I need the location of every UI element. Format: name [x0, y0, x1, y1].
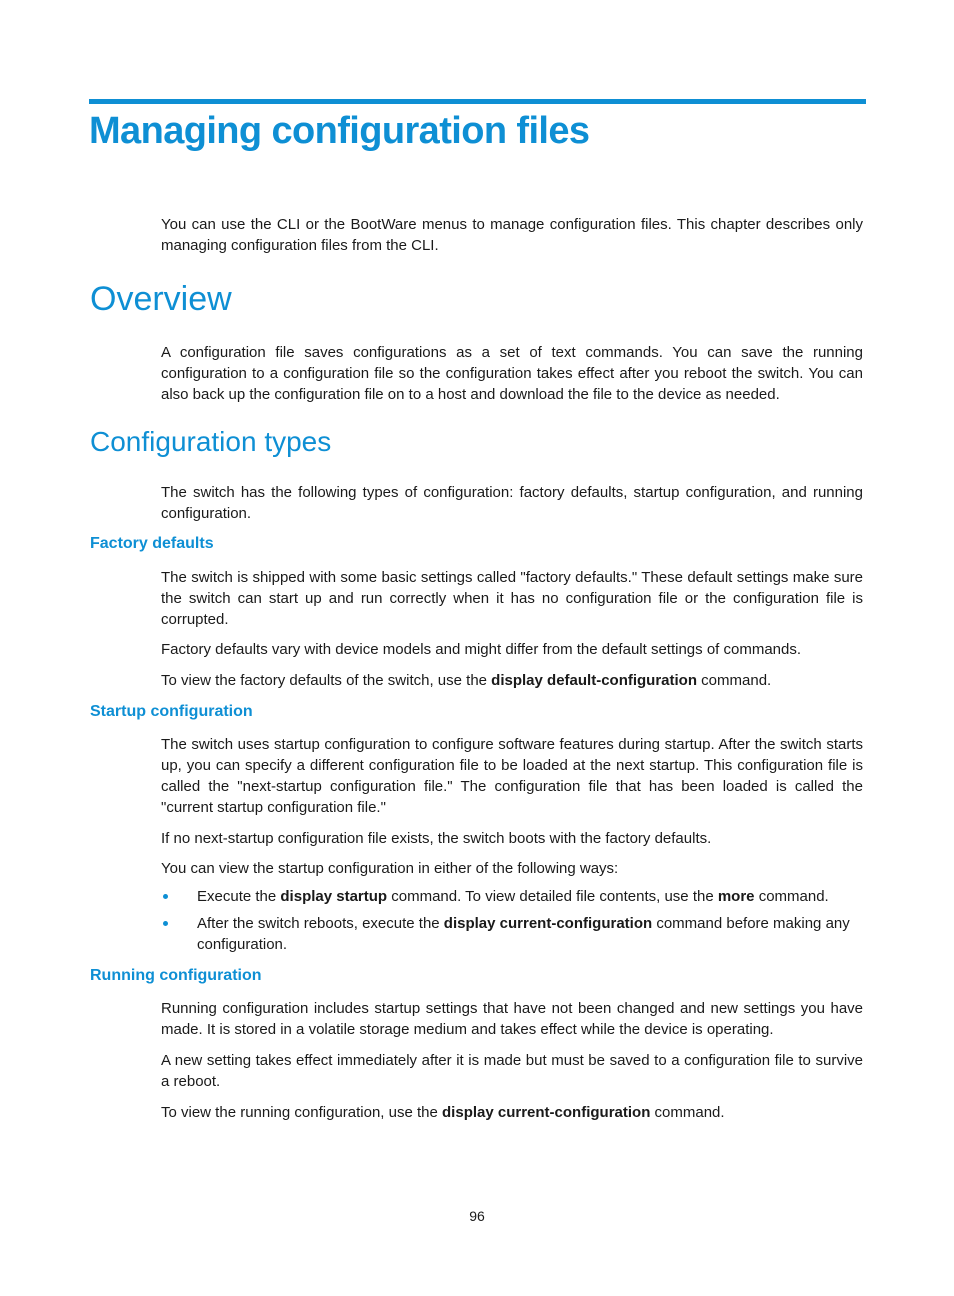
- factory-defaults-p3: [161, 670, 863, 691]
- factory-defaults-p1: The switch is shipped with some basic settings called "factory defaults." These default settings make sure the switch can start up and run correctly when it has no configuration file or the configuration file is corrupted.: [161, 569, 863, 628]
- command-more: more: [717, 888, 755, 905]
- page-number: 96: [469, 1208, 485, 1224]
- running-configuration-p3-tail: command.: [650, 1104, 725, 1121]
- command-display-default-configuration: display default-configuration: [491, 672, 698, 689]
- running-configuration-heading: Running configuration: [90, 967, 262, 984]
- list-item-text: [197, 913, 863, 955]
- command-display-startup: display startup: [280, 888, 388, 905]
- command-display-current-configuration: display current-configuration: [443, 915, 653, 932]
- list-item-text-part: After the switch reboots, execute the: [197, 915, 444, 932]
- configuration-types-heading: Configuration types: [90, 426, 332, 457]
- list-item-text: [197, 886, 863, 907]
- startup-configuration-p1: The switch uses startup configuration to configure software features during startup. After the switch starts up, you can specify a different configuration file to be loaded at the next startup. This configuration file is called the "next-startup configuration file." The configuration file that has been loaded is called the "current startup configuration file.": [161, 736, 863, 816]
- overview-heading: Overview: [90, 280, 232, 318]
- factory-defaults-p3-text: To view the factory defaults of the switch, use the: [161, 672, 492, 689]
- factory-defaults-p3-tail: command.: [697, 672, 772, 689]
- configuration-types-paragraph: The switch has the following types of configuration: factory defaults, startup configuration, and running configuration.: [161, 484, 863, 522]
- list-item-text-part: command.: [754, 888, 829, 905]
- list-item-text-part: Execute the: [197, 888, 281, 905]
- chapter-title: Managing configuration files: [89, 110, 590, 152]
- factory-defaults-heading: Factory defaults: [90, 535, 214, 552]
- startup-configuration-heading: Startup configuration: [90, 703, 253, 720]
- command-display-current-configuration: display current-configuration: [442, 1104, 651, 1121]
- factory-defaults-p2: Factory defaults vary with device models and might differ from the default settings of commands.: [161, 641, 802, 658]
- running-configuration-p3-text: To view the running configuration, use the: [161, 1104, 443, 1121]
- overview-paragraph: A configuration file saves configurations as a set of text commands. You can save the running configuration to a configuration file so the configuration takes effect after you reboot the switch. You can also back up the configuration file on to a host and download the file to the device as needed.: [161, 344, 863, 403]
- running-configuration-p2: A new setting takes effect immediately after it is made but must be saved to a configuration file to survive a reboot.: [161, 1052, 863, 1090]
- list-item-text-part: command before making any configuration.: [197, 915, 850, 953]
- chapter-intro: You can use the CLI or the BootWare menus to manage configuration files. This chapter describes only managing configuration files from the CLI.: [161, 216, 863, 254]
- running-configuration-p1: Running configuration includes startup settings that have not been changed and new settings you have made. It is stored in a volatile storage medium and takes effect while the device is operating.: [161, 1000, 863, 1038]
- startup-configuration-p2: If no next-startup configuration file exists, the switch boots with the factory defaults.: [161, 830, 712, 847]
- running-configuration-p3: [161, 1102, 863, 1123]
- bullet-icon: [163, 921, 168, 926]
- bullet-icon: [163, 894, 168, 899]
- startup-configuration-p3: You can view the startup configuration in either of the following ways:: [161, 860, 619, 877]
- chapter-rule: [89, 99, 866, 104]
- list-item-text-part: command. To view detailed file contents, use the: [387, 888, 718, 905]
